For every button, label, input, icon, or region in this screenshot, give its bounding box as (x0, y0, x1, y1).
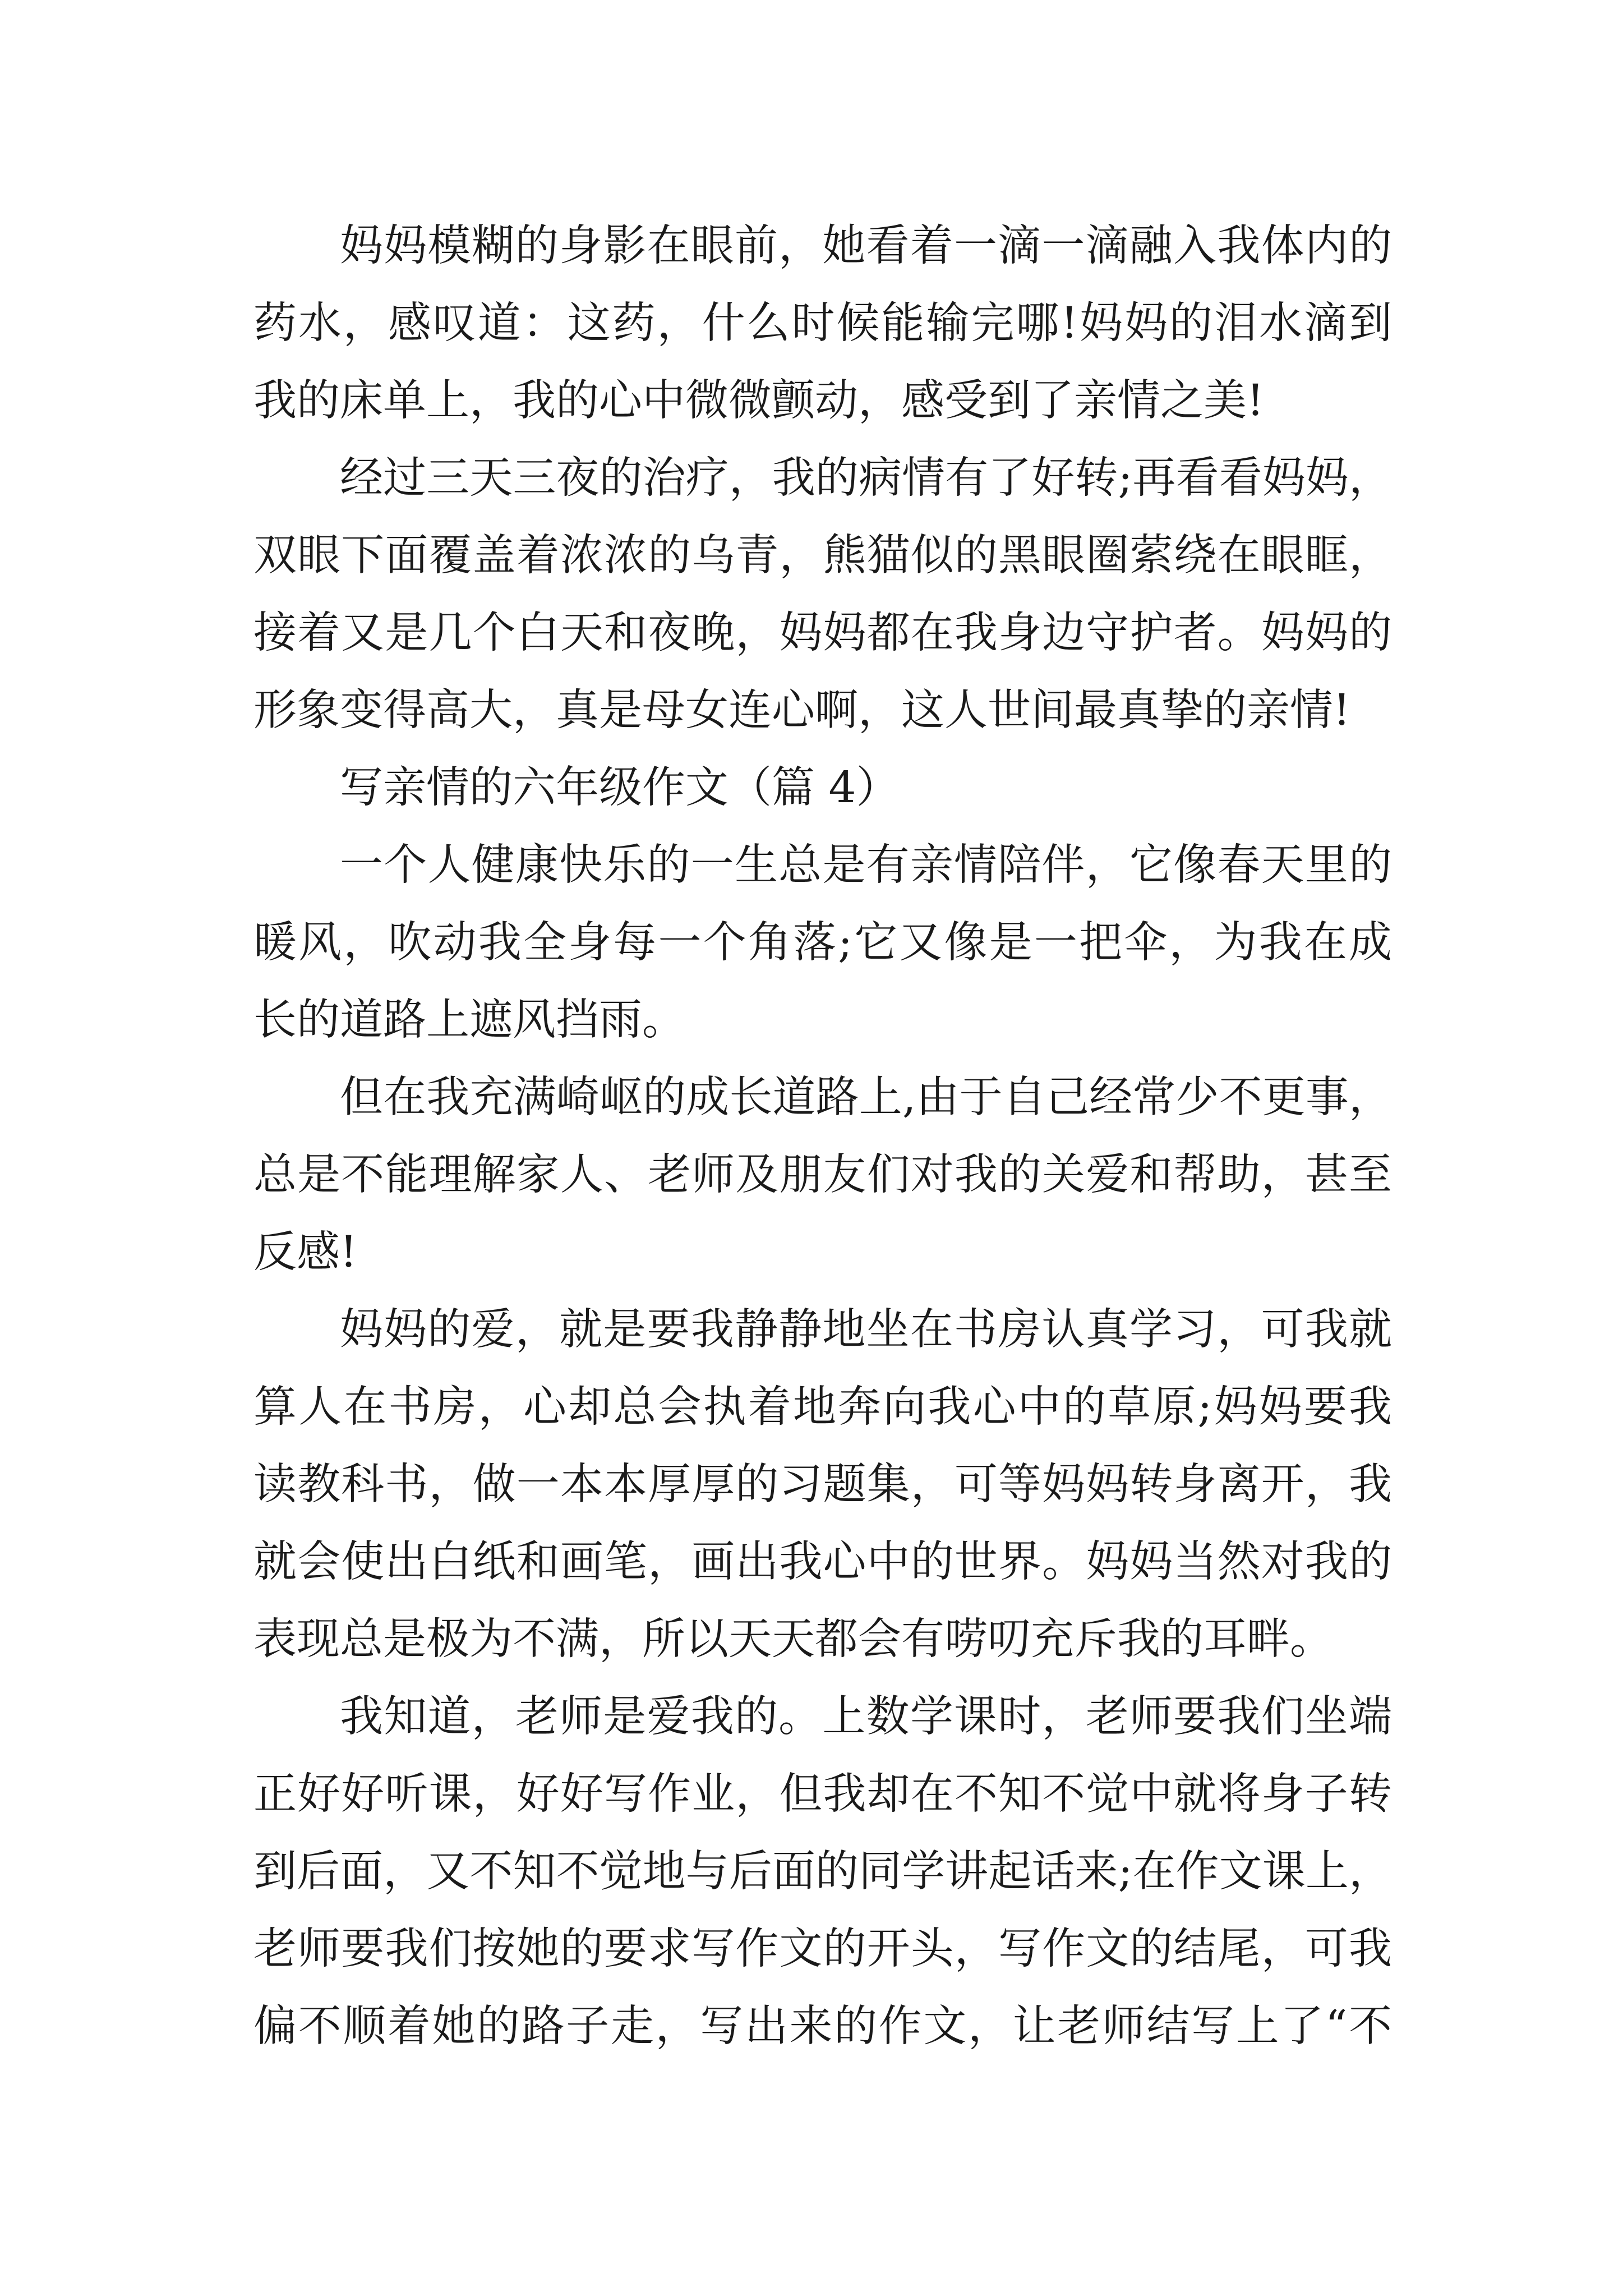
text-line: 长的道路上遮风挡雨。 (253, 995, 685, 1045)
text-line: 暖风，吹动我全身每一个角落;它又像是一把伞，为我在成 (253, 918, 1392, 968)
text-line: 表现总是极为不满，所以天天都会有唠叨充斥我的耳畔。 (253, 1614, 1333, 1664)
text-line: 到后面，又不知不觉地与后面的同学讲起话来;在作文课上， (253, 1847, 1392, 1897)
text-line: 偏不顺着她的路子走，写出来的作文，让老师结写上了“不 (253, 2001, 1392, 2051)
text-line: 算人在书房，心却总会执着地奔向我心中的草原;妈妈要我 (253, 1382, 1392, 1432)
text-line: 正好好听课，好好写作业，但我却在不知不觉中就将身子转 (253, 1769, 1392, 1819)
text-line: 接着又是几个白天和夜晚，妈妈都在我身边守护者。妈妈的 (253, 608, 1392, 658)
paragraph (253, 440, 1392, 749)
text-line: 经过三天三夜的治疗，我的病情有了好转;再看看妈妈， (340, 453, 1392, 503)
text-line: 就会使出白纸和画笔，画出我心中的世界。妈妈当然对我的 (253, 1537, 1392, 1587)
heading-text: 写亲情的六年级作文（篇 4） (340, 763, 900, 813)
text-line: 总是不能理解家人、老师及朋友们对我的关爱和帮助，甚至 (253, 1150, 1392, 1200)
section-heading (253, 749, 1392, 827)
paragraph (253, 208, 1392, 440)
text-line: 妈妈的爱，就是要我静静地坐在书房认真学习，可我就 (340, 1305, 1392, 1355)
text-line: 老师要我们按她的要求写作文的开头，写作文的结尾，可我 (253, 1924, 1392, 1974)
text-line: 我的床单上，我的心中微微颤动，感受到了亲情之美! (253, 376, 1264, 426)
text-line: 读教科书，做一本本厚厚的习题集，可等妈妈转身离开，我 (253, 1460, 1392, 1510)
text-line: 我知道，老师是爱我的。上数学课时，老师要我们坐端 (340, 1692, 1392, 1742)
paragraph (253, 1678, 1392, 2065)
document-body (253, 208, 1392, 2065)
text-line: 但在我充满崎岖的成长道路上,由于自己经常少不更事， (340, 1073, 1392, 1122)
paragraph (253, 827, 1392, 1059)
paragraph (253, 1059, 1392, 1291)
text-line: 反感! (253, 1227, 357, 1277)
text-line: 形象变得高大，真是母女连心啊，这人世间最真挚的亲情! (253, 685, 1350, 735)
paragraph (253, 1291, 1392, 1678)
text-line: 妈妈模糊的身影在眼前，她看着一滴一滴融入我体内的 (340, 221, 1392, 271)
text-line: 双眼下面覆盖着浓浓的乌青，熊猫似的黑眼圈萦绕在眼眶， (253, 531, 1392, 581)
text-line: 一个人健康快乐的一生总是有亲情陪伴，它像春天里的 (340, 840, 1392, 890)
text-line: 药水，感叹道：这药，什么时候能输完哪!妈妈的泪水滴到 (253, 298, 1392, 348)
